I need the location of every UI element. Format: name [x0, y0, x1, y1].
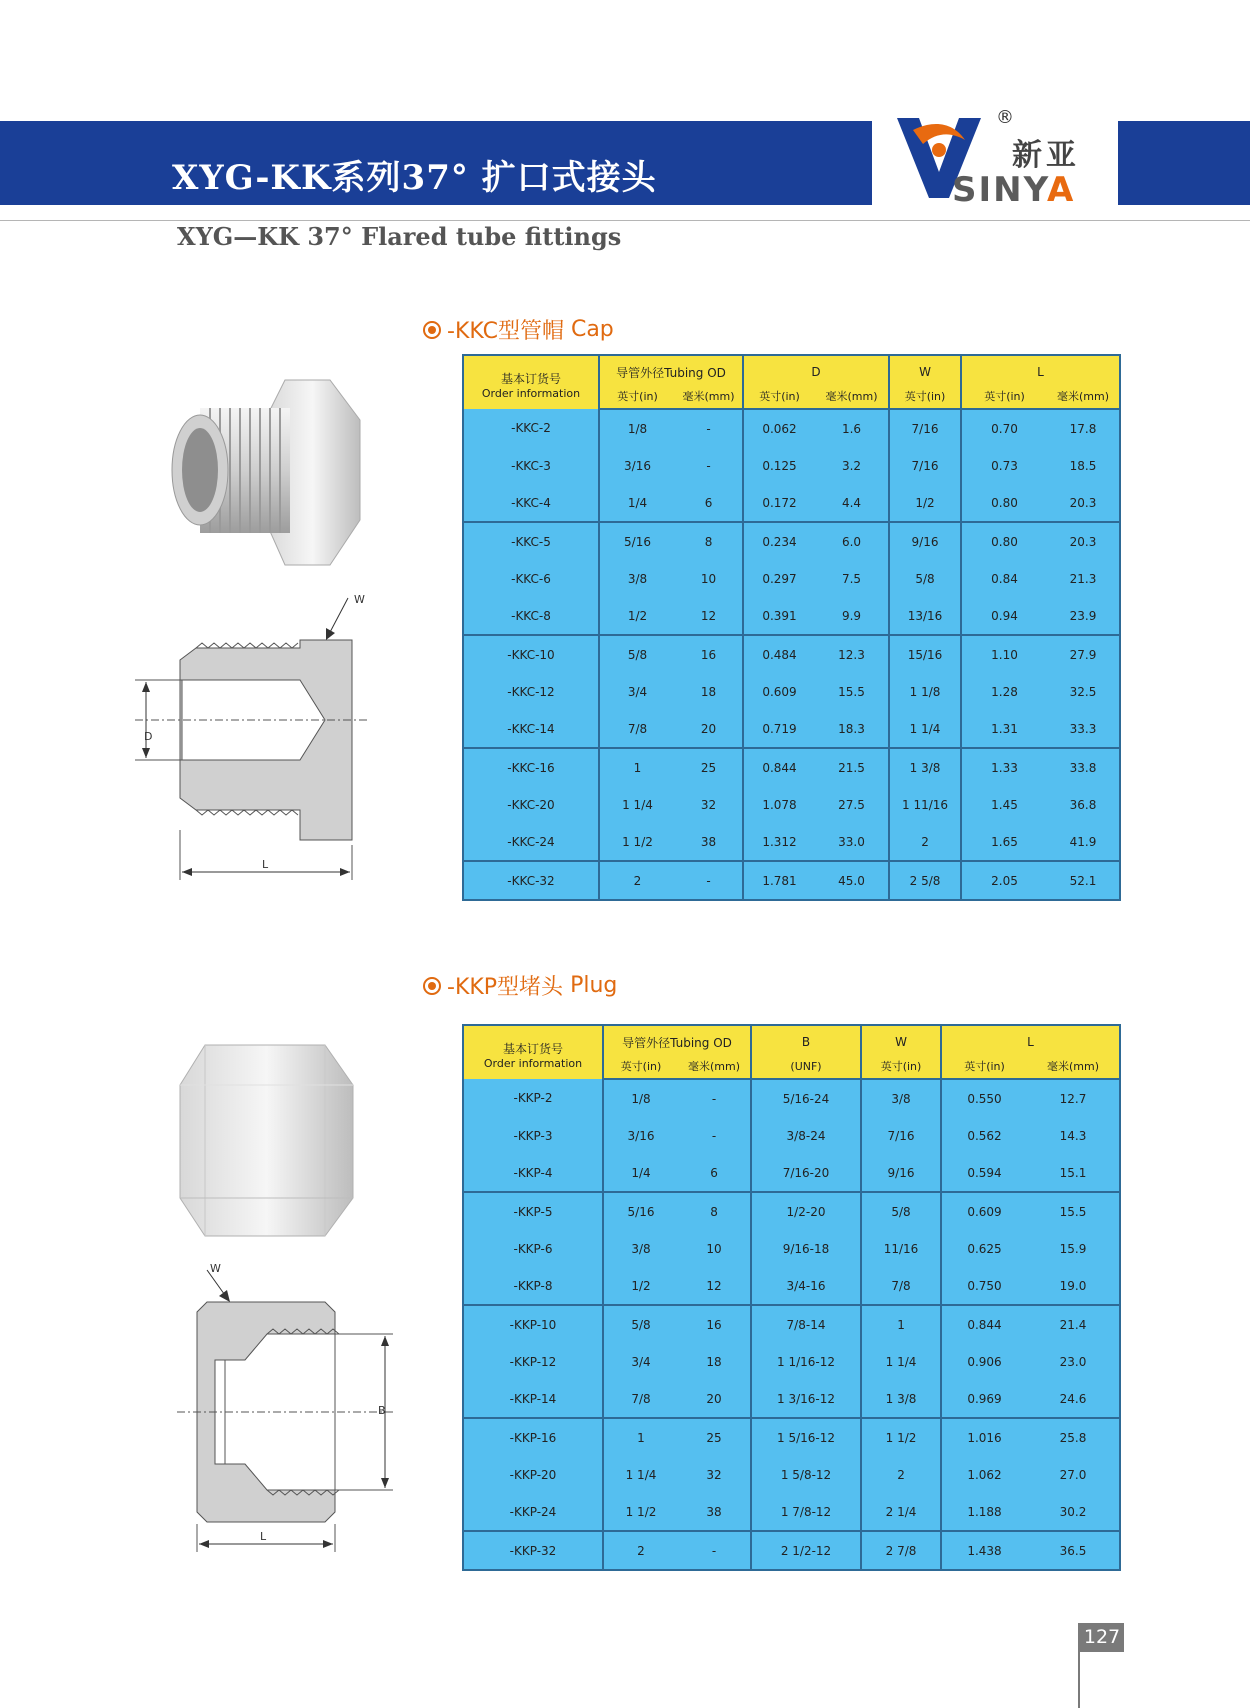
unit-in: 英寸(in): [599, 384, 675, 409]
table-cell: 0.625: [941, 1230, 1027, 1267]
table-cell: 7/8: [603, 1380, 678, 1418]
table-row: [463, 1456, 1120, 1493]
table-cell: 5/16: [599, 522, 675, 560]
table-cell: 1/2: [599, 597, 675, 635]
table-cell: 16: [675, 635, 743, 673]
plug-title-en: Plug: [570, 973, 618, 998]
table-cell: 2: [861, 1456, 941, 1493]
table-cell: 2 5/8: [889, 861, 961, 900]
table-row: [463, 1305, 1120, 1343]
table-cell: 1: [603, 1418, 678, 1456]
table-cell: 36.8: [1047, 786, 1120, 823]
table-cell: 2 1/4: [861, 1493, 941, 1531]
table-cell: 1/4: [599, 484, 675, 522]
table-cell: -: [675, 409, 743, 447]
table-cell: 6: [675, 484, 743, 522]
table-cell: 3/16: [603, 1117, 678, 1154]
table-cell: 15.5: [1027, 1192, 1120, 1230]
page-subtitle: XYG—KK 37° Flared tube fittings: [177, 222, 622, 251]
table-cell: 3/4-16: [751, 1267, 861, 1305]
order-code-cell: -KKC-20: [463, 786, 599, 823]
table-row: [463, 1154, 1120, 1192]
table-row: [463, 1418, 1120, 1456]
table-cell: 1 1/2: [599, 823, 675, 861]
table-cell: 25: [678, 1418, 751, 1456]
brand-name-en-accent: A: [1046, 170, 1076, 210]
table-cell: 23.9: [1047, 597, 1120, 635]
table-cell: 2.05: [961, 861, 1047, 900]
table-row: [463, 635, 1120, 673]
table-cell: 2 1/2-12: [751, 1531, 861, 1570]
table-cell: 4.4: [815, 484, 889, 522]
registered-mark: ®: [996, 107, 1014, 128]
plug-section-title: [423, 970, 617, 1001]
tubing-od-header: 导管外径Tubing OD: [603, 1025, 751, 1054]
brand-name-en-main: SINY: [952, 170, 1047, 210]
table-cell: 1.31: [961, 710, 1047, 748]
header-divider: [0, 220, 1250, 221]
table-cell: -: [675, 861, 743, 900]
table-row: [463, 1343, 1120, 1380]
table-cell: 18: [675, 673, 743, 710]
table-cell: 1 1/4: [861, 1343, 941, 1380]
table-cell: 1 1/2: [603, 1493, 678, 1531]
table-cell: 20.3: [1047, 484, 1120, 522]
table-cell: 1/4: [603, 1154, 678, 1192]
unit-mm: 毫米(mm): [678, 1054, 751, 1079]
table-cell: 5/8: [603, 1305, 678, 1343]
cap-header-row: [463, 355, 1120, 384]
brand-name-en: [952, 170, 1075, 210]
w-header: W: [889, 355, 961, 384]
order-code-cell: -KKP-24: [463, 1493, 603, 1531]
table-cell: 5/16-24: [751, 1079, 861, 1117]
table-cell: 1 1/2: [861, 1418, 941, 1456]
cap-photo: [155, 370, 370, 580]
table-cell: 3.2: [815, 447, 889, 484]
table-row: [463, 861, 1120, 900]
table-cell: 32.5: [1047, 673, 1120, 710]
table-cell: 1 11/16: [889, 786, 961, 823]
table-cell: -: [675, 447, 743, 484]
order-code-cell: -KKP-8: [463, 1267, 603, 1305]
order-code-cell: -KKP-4: [463, 1154, 603, 1192]
order-info-en: Order information: [481, 386, 581, 400]
table-cell: 1: [861, 1305, 941, 1343]
table-cell: 0.906: [941, 1343, 1027, 1380]
table-cell: 38: [675, 823, 743, 861]
table-cell: 8: [675, 522, 743, 560]
table-cell: 1 5/16-12: [751, 1418, 861, 1456]
plug-drawing: [175, 1262, 400, 1552]
table-cell: 0.609: [743, 673, 815, 710]
unit-in: 英寸(in): [861, 1054, 941, 1079]
table-cell: 21.5: [815, 748, 889, 786]
table-cell: 33.0: [815, 823, 889, 861]
table-row: [463, 1380, 1120, 1418]
table-cell: 1.6: [815, 409, 889, 447]
cap-title-cn: -KKC型管帽: [447, 319, 564, 344]
table-row: [463, 748, 1120, 786]
table-cell: 2: [889, 823, 961, 861]
table-cell: 1 1/4: [603, 1456, 678, 1493]
cap-title-en: Cap: [570, 317, 614, 342]
l-header: L: [961, 355, 1120, 384]
table-cell: 45.0: [815, 861, 889, 900]
table-cell: 17.8: [1047, 409, 1120, 447]
table-cell: -: [678, 1531, 751, 1570]
unit-in: 英寸(in): [743, 384, 815, 409]
table-cell: 1.062: [941, 1456, 1027, 1493]
table-cell: 7/8-14: [751, 1305, 861, 1343]
table-cell: 1 3/8: [861, 1380, 941, 1418]
table-cell: 0.80: [961, 484, 1047, 522]
tubing-od-header: 导管外径Tubing OD: [599, 355, 743, 384]
order-code-cell: -KKP-14: [463, 1380, 603, 1418]
table-cell: 0.297: [743, 560, 815, 597]
table-cell: 10: [675, 560, 743, 597]
table-cell: 0.70: [961, 409, 1047, 447]
table-cell: 27.5: [815, 786, 889, 823]
table-row: [463, 597, 1120, 635]
table-cell: 1.28: [961, 673, 1047, 710]
cap-spec-table: [462, 354, 1121, 901]
unit-mm: 毫米(mm): [1027, 1054, 1120, 1079]
plug-header-row: [463, 1025, 1120, 1054]
cap-dim-w: W: [354, 593, 365, 606]
order-code-cell: -KKC-3: [463, 447, 599, 484]
table-cell: 38: [678, 1493, 751, 1531]
table-cell: 5/8: [889, 560, 961, 597]
table-cell: 9/16: [889, 522, 961, 560]
table-cell: 7/16: [889, 409, 961, 447]
table-cell: 12.3: [815, 635, 889, 673]
order-code-cell: -KKC-4: [463, 484, 599, 522]
unit-mm: 毫米(mm): [675, 384, 743, 409]
order-code-cell: -KKP-32: [463, 1531, 603, 1570]
table-cell: 1 5/8-12: [751, 1456, 861, 1493]
table-cell: 1.188: [941, 1493, 1027, 1531]
order-code-cell: -KKC-8: [463, 597, 599, 635]
table-cell: 0.94: [961, 597, 1047, 635]
plug-photo: [175, 1040, 360, 1240]
table-cell: 1 1/8: [889, 673, 961, 710]
table-cell: 1: [599, 748, 675, 786]
table-row: [463, 560, 1120, 597]
table-cell: 0.844: [743, 748, 815, 786]
table-row: [463, 823, 1120, 861]
table-cell: 20.3: [1047, 522, 1120, 560]
table-row: [463, 1531, 1120, 1570]
table-cell: 10: [678, 1230, 751, 1267]
table-cell: 6: [678, 1154, 751, 1192]
order-code-cell: -KKP-3: [463, 1117, 603, 1154]
order-code-cell: -KKP-6: [463, 1230, 603, 1267]
order-code-cell: -KKC-10: [463, 635, 599, 673]
table-cell: 5/16: [603, 1192, 678, 1230]
table-cell: 21.3: [1047, 560, 1120, 597]
table-cell: 1/2: [889, 484, 961, 522]
table-cell: 0.391: [743, 597, 815, 635]
table-cell: 15.5: [815, 673, 889, 710]
table-row: [463, 522, 1120, 560]
table-cell: 25.8: [1027, 1418, 1120, 1456]
table-cell: 18: [678, 1343, 751, 1380]
table-cell: 2 7/8: [861, 1531, 941, 1570]
table-cell: 7.5: [815, 560, 889, 597]
table-row: [463, 1230, 1120, 1267]
table-cell: 2: [599, 861, 675, 900]
plug-spec-table: [462, 1024, 1121, 1571]
plug-table-body: [463, 1079, 1120, 1570]
order-code-cell: -KKC-14: [463, 710, 599, 748]
table-cell: 1.65: [961, 823, 1047, 861]
table-cell: -: [678, 1079, 751, 1117]
table-cell: 27.0: [1027, 1456, 1120, 1493]
table-cell: 3/4: [603, 1343, 678, 1380]
table-cell: 1.016: [941, 1418, 1027, 1456]
table-cell: 20: [675, 710, 743, 748]
brand-name-cn: 新亚: [1012, 138, 1080, 173]
table-cell: 41.9: [1047, 823, 1120, 861]
table-cell: 12: [675, 597, 743, 635]
table-row: [463, 786, 1120, 823]
table-cell: 18.5: [1047, 447, 1120, 484]
unit-mm: 毫米(mm): [815, 384, 889, 409]
table-cell: 0.594: [941, 1154, 1027, 1192]
table-cell: 0.125: [743, 447, 815, 484]
order-code-cell: -KKC-6: [463, 560, 599, 597]
table-row: [463, 710, 1120, 748]
table-cell: 1 1/16-12: [751, 1343, 861, 1380]
table-cell: 32: [678, 1456, 751, 1493]
table-cell: 5/8: [861, 1192, 941, 1230]
page-title: XYG-KK系列37° 扩口式接头: [172, 158, 657, 198]
table-cell: 1.438: [941, 1531, 1027, 1570]
table-cell: 18.3: [815, 710, 889, 748]
table-cell: 3/8: [861, 1079, 941, 1117]
table-row: [463, 1192, 1120, 1230]
table-cell: 1.078: [743, 786, 815, 823]
table-cell: 1 7/8-12: [751, 1493, 861, 1531]
table-cell: 36.5: [1027, 1531, 1120, 1570]
order-code-cell: -KKP-20: [463, 1456, 603, 1493]
header-band-right: [1118, 121, 1250, 205]
table-cell: 23.0: [1027, 1343, 1120, 1380]
table-row: [463, 1079, 1120, 1117]
table-cell: 7/8: [861, 1267, 941, 1305]
table-cell: 1.312: [743, 823, 815, 861]
table-cell: 20: [678, 1380, 751, 1418]
b-header: B: [751, 1025, 861, 1054]
cap-table-body: [463, 409, 1120, 900]
table-cell: 1.781: [743, 861, 815, 900]
table-cell: 11/16: [861, 1230, 941, 1267]
table-cell: 15.9: [1027, 1230, 1120, 1267]
table-cell: 7/16-20: [751, 1154, 861, 1192]
table-cell: 0.062: [743, 409, 815, 447]
table-cell: 0.844: [941, 1305, 1027, 1343]
unit-in: 英寸(in): [889, 384, 961, 409]
order-code-cell: -KKP-5: [463, 1192, 603, 1230]
order-code-cell: -KKC-5: [463, 522, 599, 560]
table-cell: 13/16: [889, 597, 961, 635]
table-row: [463, 1267, 1120, 1305]
table-row: [463, 484, 1120, 522]
order-code-cell: -KKP-16: [463, 1418, 603, 1456]
table-row: [463, 1117, 1120, 1154]
order-info-cn: 基本订货号: [502, 1041, 563, 1056]
table-cell: 1/8: [599, 409, 675, 447]
unit-in: 英寸(in): [961, 384, 1047, 409]
table-cell: 7/16: [861, 1117, 941, 1154]
table-cell: 1/2-20: [751, 1192, 861, 1230]
cap-dim-l: L: [262, 858, 269, 871]
cap-drawing: [130, 590, 380, 880]
unf-label: (UNF): [751, 1054, 861, 1079]
unit-in: 英寸(in): [941, 1054, 1027, 1079]
order-code-cell: -KKP-2: [463, 1079, 603, 1117]
table-cell: 25: [675, 748, 743, 786]
table-cell: 0.550: [941, 1079, 1027, 1117]
table-cell: 14.3: [1027, 1117, 1120, 1154]
order-info-en: Order information: [483, 1056, 583, 1070]
table-cell: 0.719: [743, 710, 815, 748]
table-cell: 6.0: [815, 522, 889, 560]
table-cell: 0.609: [941, 1192, 1027, 1230]
unit-in: 英寸(in): [603, 1054, 678, 1079]
table-cell: 1 3/8: [889, 748, 961, 786]
table-cell: 1.33: [961, 748, 1047, 786]
table-cell: 27.9: [1047, 635, 1120, 673]
table-cell: 1.45: [961, 786, 1047, 823]
table-cell: 3/8: [599, 560, 675, 597]
plug-dim-b: B: [378, 1404, 386, 1417]
table-cell: 9/16: [861, 1154, 941, 1192]
table-cell: 0.80: [961, 522, 1047, 560]
table-cell: 9.9: [815, 597, 889, 635]
order-code-cell: -KKC-2: [463, 409, 599, 447]
order-code-cell: -KKC-16: [463, 748, 599, 786]
table-cell: 3/8: [603, 1230, 678, 1267]
cap-section-title: [423, 314, 614, 345]
table-row: [463, 447, 1120, 484]
table-cell: 0.750: [941, 1267, 1027, 1305]
table-cell: 0.84: [961, 560, 1047, 597]
table-cell: 1/2: [603, 1267, 678, 1305]
unit-mm: 毫米(mm): [1047, 384, 1120, 409]
table-cell: 33.3: [1047, 710, 1120, 748]
table-cell: 8: [678, 1192, 751, 1230]
order-code-cell: -KKP-12: [463, 1343, 603, 1380]
page-number: 127: [1080, 1623, 1124, 1652]
table-cell: 1 1/4: [599, 786, 675, 823]
table-cell: 3/16: [599, 447, 675, 484]
table-cell: 2: [603, 1531, 678, 1570]
plug-dim-l: L: [260, 1530, 267, 1543]
table-cell: 1.10: [961, 635, 1047, 673]
table-cell: 52.1: [1047, 861, 1120, 900]
cap-dim-d: D: [144, 730, 153, 743]
table-cell: 1 1/4: [889, 710, 961, 748]
table-cell: 0.234: [743, 522, 815, 560]
table-cell: 15.1: [1027, 1154, 1120, 1192]
table-row: [463, 1493, 1120, 1531]
plug-title-cn: -KKP型堵头: [447, 975, 564, 1000]
order-code-cell: -KKC-24: [463, 823, 599, 861]
table-cell: 5/8: [599, 635, 675, 673]
l-header: L: [941, 1025, 1120, 1054]
table-cell: 3/8-24: [751, 1117, 861, 1154]
table-cell: 9/16-18: [751, 1230, 861, 1267]
table-cell: 16: [678, 1305, 751, 1343]
table-cell: 0.484: [743, 635, 815, 673]
table-cell: 15/16: [889, 635, 961, 673]
table-cell: 0.969: [941, 1380, 1027, 1418]
order-info-header: [463, 355, 599, 409]
table-cell: 7/8: [599, 710, 675, 748]
table-cell: 7/16: [889, 447, 961, 484]
table-cell: -: [678, 1117, 751, 1154]
table-row: [463, 409, 1120, 447]
table-cell: 24.6: [1027, 1380, 1120, 1418]
order-code-cell: -KKP-10: [463, 1305, 603, 1343]
table-cell: 19.0: [1027, 1267, 1120, 1305]
table-cell: 0.562: [941, 1117, 1027, 1154]
table-cell: 21.4: [1027, 1305, 1120, 1343]
bullet-icon: [423, 977, 441, 995]
order-info-header: [463, 1025, 603, 1079]
order-info-cn: 基本订货号: [500, 371, 561, 386]
table-cell: 0.73: [961, 447, 1047, 484]
table-cell: 3/4: [599, 673, 675, 710]
plug-dim-w: W: [210, 1262, 221, 1275]
table-cell: 1/8: [603, 1079, 678, 1117]
table-cell: 0.172: [743, 484, 815, 522]
table-cell: 12: [678, 1267, 751, 1305]
bullet-icon: [423, 321, 441, 339]
table-row: [463, 673, 1120, 710]
table-cell: 32: [675, 786, 743, 823]
order-code-cell: -KKC-12: [463, 673, 599, 710]
order-code-cell: -KKC-32: [463, 861, 599, 900]
table-cell: 33.8: [1047, 748, 1120, 786]
table-cell: 30.2: [1027, 1493, 1120, 1531]
w-header: W: [861, 1025, 941, 1054]
d-header: D: [743, 355, 889, 384]
table-cell: 1 3/16-12: [751, 1380, 861, 1418]
table-cell: 12.7: [1027, 1079, 1120, 1117]
